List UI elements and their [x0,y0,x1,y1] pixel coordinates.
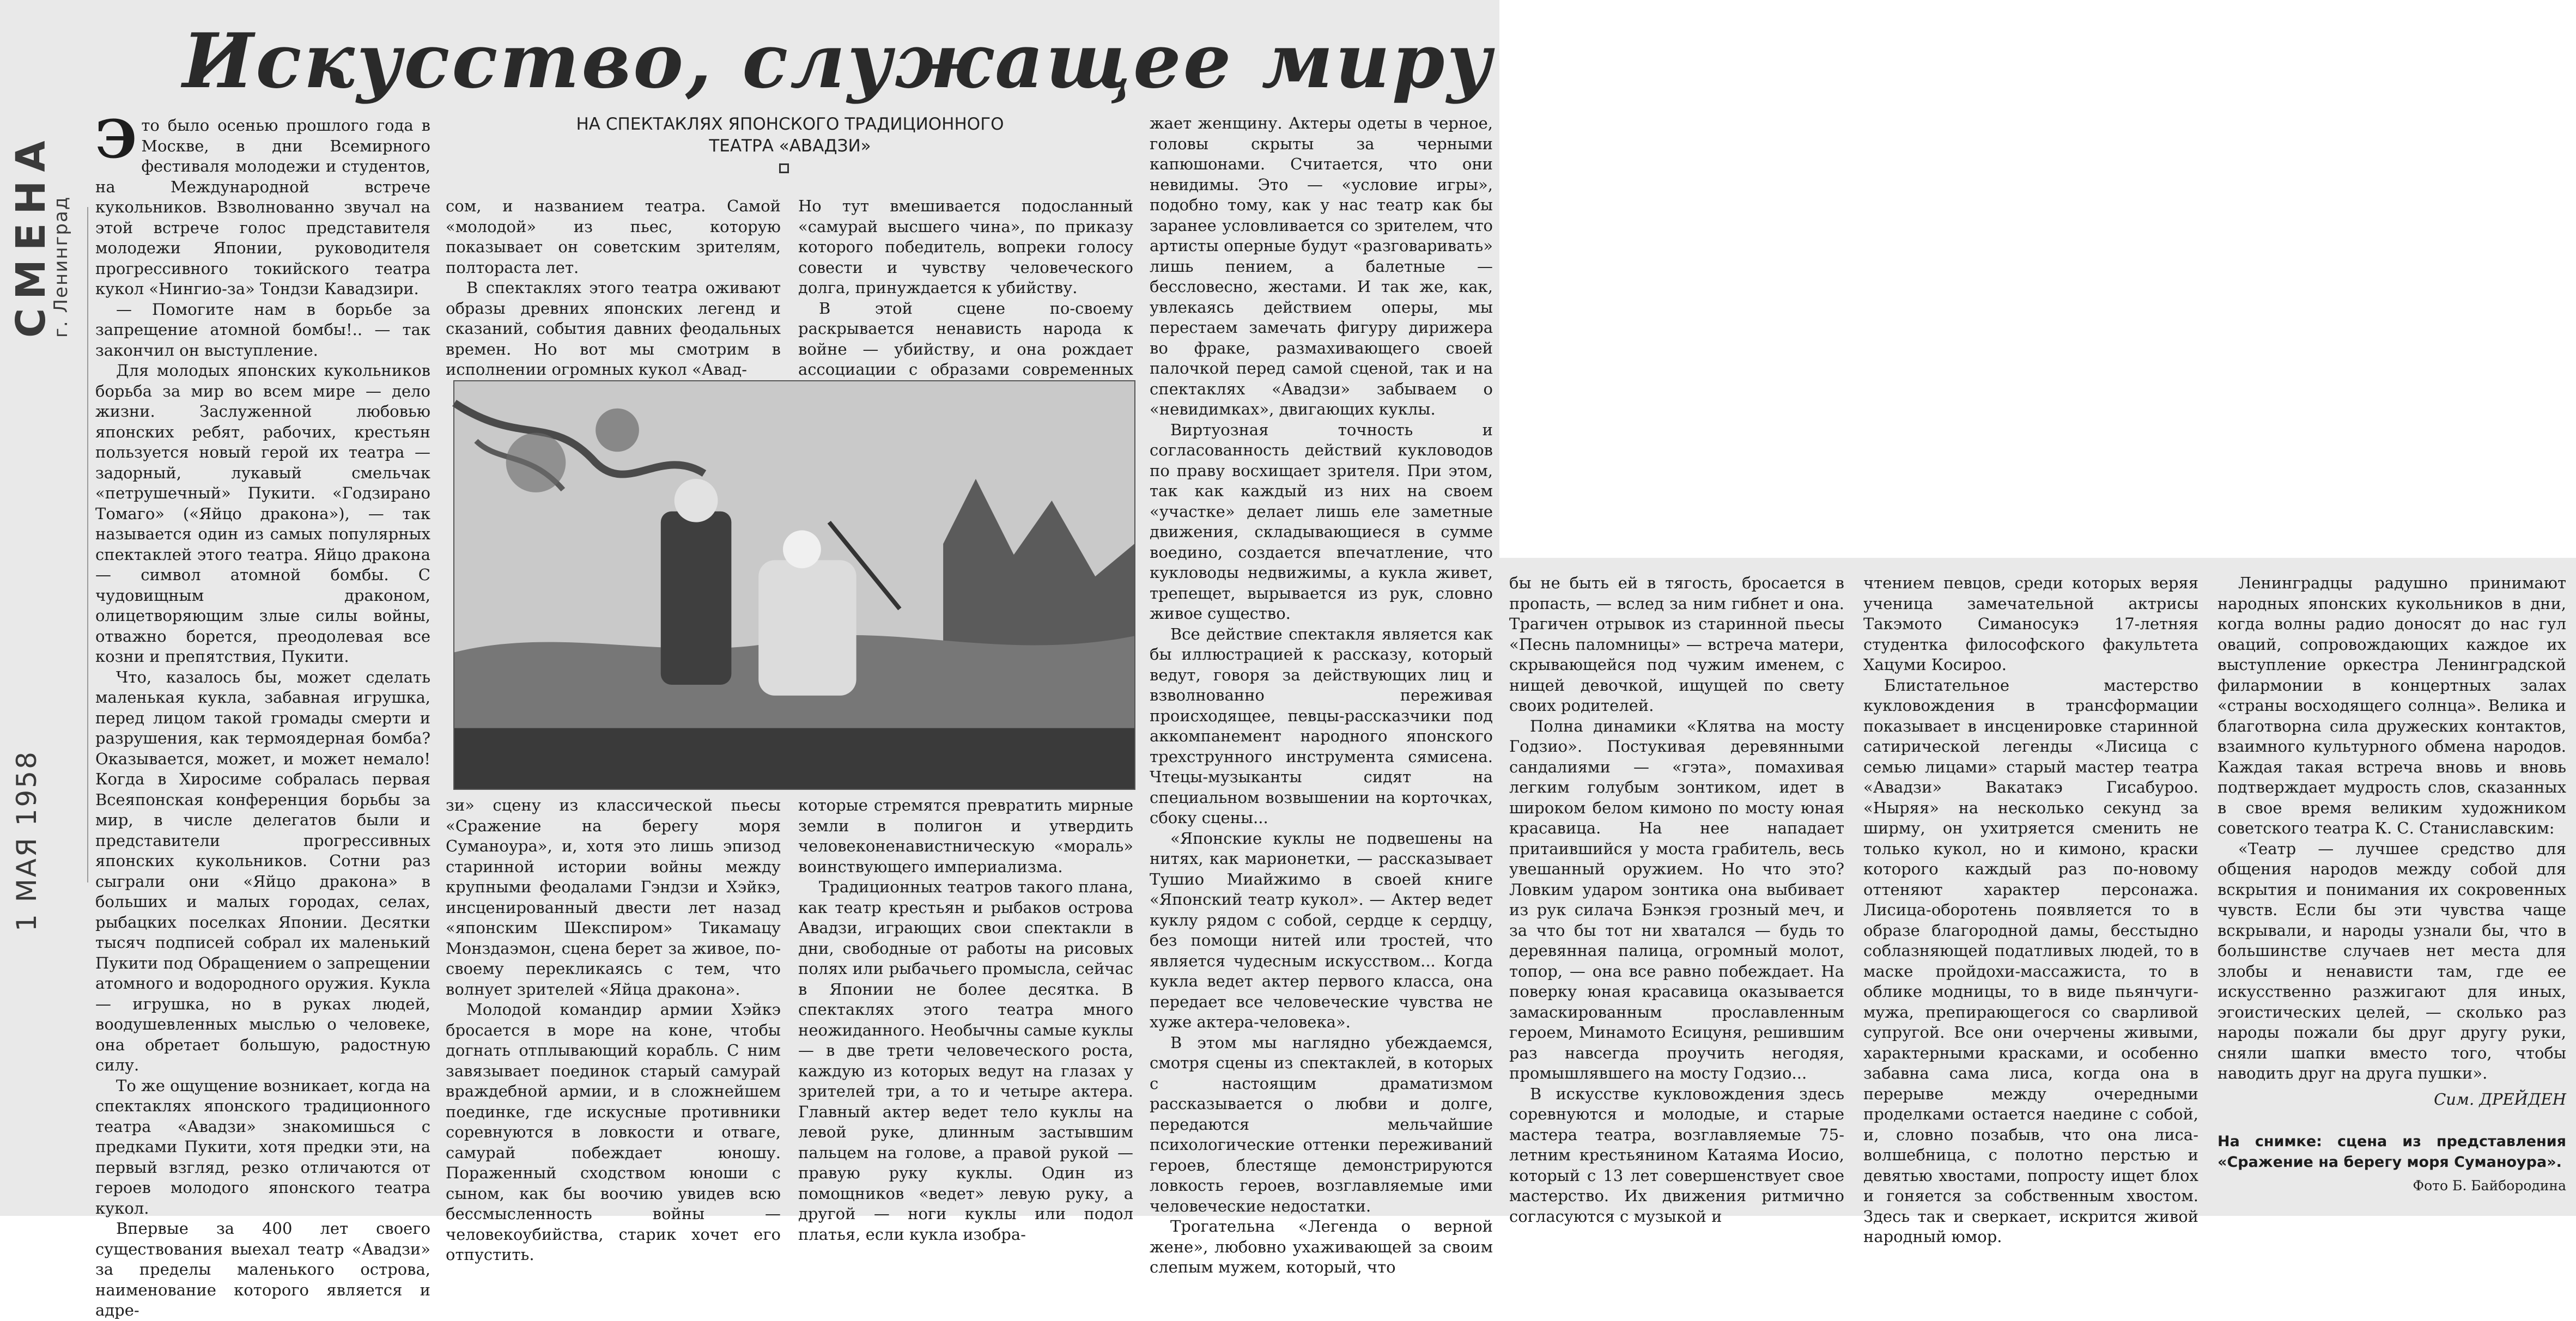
text-column-6 [1863,573,2198,1246]
paragraph: Блистательное мастерство кукловождения в трансформации показывает в инсценировке старинной сатирической легенды «Лисица с семью лицами» старый мастер театра «Авадзи» Вакатакэ Гисабуроо. «Ныряя» на несколько секунд за ширму, он ухитряется сменить не только кукол, но и кимоно, краски которого каждый раз по-новому оттеняют характер персонажа. Лисица-оборотень появляется то в образе благородной дамы, бесстыдно соблазняющей податливых людей, то в маске пройдохи-массажиста, то в облике модницы, то в виде пьянчуги-мужа, препирающегося со сварливой супругой. Все они очерчены живыми, характерными красками, и особенно забавна сама лиса, когда она в перерыве между очередными проделками остается наедине с собой, и, словно позабыв, что она лиса-волшебница, с полотно перстью и девятью хвостами, попросту ищет блох и гоняется за собственным хвостом. Здесь так и сверкает, искрится живой народный юмор. [1863,675,2198,1246]
paragraph: Впервые за 400 лет своего существования выехал театр «Авадзи» за пределы маленького острова, наименование которого является и адре- [95,1219,430,1319]
paragraph: Все действие спектакля является как бы иллюстрацией к рассказу, который ведут, говоря за действующих лиц и взволнованно переживая происходящее, певцы-рассказчики под аккомпанемент народного японского трехструнного инструмента сямисена. Чтецы-музыканты сидят на специальном возвышении на корточках, сбоку сцены... [1150,624,1493,827]
paragraph: зи» сцену из классической пьесы «Сражение на берегу моря Суманоура», и, хотя это лишь эпизод старинной истории войны между крупными феодалами Гэндзи и Хэйкэ, инсценированный двести лет назад «японским Шекспиром» Тикамацу Монздаэмон, сцена берет за живое, по-своему перекликаясь с тем, что волнует зрителей «Яйца дракона». [446,796,781,999]
paragraph: Трогательна «Легенда о верной жене», любовно ухаживающей за своим слепым мужем, который, что [1150,1217,1493,1276]
paragraph: Ленинградцы радушно принимают народных японских кукольников в дни, когда волны радио доносят до нас гул оваций, сопровождающих каждое их выступление оркестра Ленинградской филармонии в концертных залах «страны восходящего солнца». Велика и благотворна сила дружеских контактов, взаимного культурного обмена народов. Каждая такая встреча вновь и вновь подтверждает мудрость слов, сказанных в свое время великим художником советского театра К. С. Станиславским: [2217,574,2566,837]
newspaper-name: СМЕНА [8,132,54,338]
article-headline: Искусство, служащее миру [183,16,1494,105]
paragraph: «Японские куклы не подвешены на нитях, как марионетки, — рассказывает Тушио Миайжимо в своей книге «Японский театр кукол». — Актер ведет куклу рядом с собой, сердце к сердцу, без помощи нитей или тростей, что является чудесным искусством... Когда кукла ведет актер первого класса, она передает все человеческие чувства не хуже актера-человека». [1150,829,1493,1031]
text-column-5 [1509,573,1844,1226]
text-column-2-bottom [446,795,781,1264]
article-photo [453,380,1135,790]
issue-date: 1 МАЯ 1958 [11,750,42,932]
paragraph: Что, казалось бы, может сделать маленькая кукла, забавная игрушка, перед лицом такой громады смерти и разрушения, как термоядерная бомба? Оказывается, может, и может немало! Когда в Хиросиме собралась первая Всеяпонская конференция борьбы за мир, в числе делегатов были и представители прогрессивных японских кукольников. Сотни раз сыграли они «Яйцо дракона» в больших и малых городах, селах, рыбацких поселках Японии. Десятки тысяч подписей собрал их маленький Пукити под Обращением о запрещении атомного и водородного оружия. Кукла — игрушка, но в руках людей, воодушевленных мыслью о человеке, она обретает большую, радостную силу. [95,667,430,1074]
text-column-3-top [798,196,1133,379]
paragraph: В искусстве кукловождения здесь соревнуются и молодые, и старые мастера театра, возглавляемые 75-летним крестьянином Катаяма Иосио, который с 13 лет совершенствует свое мастерство. Их движения ритмично согласуются с музыкой и [1509,1084,1844,1226]
ornament-square [779,163,789,173]
paragraph: То же ощущение возникает, когда на спектаклях японского традиционного театра «Авадзи» знакомишься с предками Пукити, хотя предки эти, на первый взгляд, резко отличаются от героев молодого японского театра кукол. [95,1076,430,1217]
paragraph: Это было осенью прошлого года в Москве, в дни Всемирного фестиваля молодежи и студентов, на Международной встрече кукольников. Взволнованно звучал на этой встрече голос представителя молодежи Японии, руководителя прогрессивного токийского театра кукол «Нингио-за» Тондзи Кавадзири. [95,108,430,298]
paragraph: Виртуозная точность и согласованность действий кукловодов по праву восхищает зрителя. При этом, так как каждый из них на своем «участке» делает лишь еле заметные движения, складывающиеся в сумме воедино, создается впечатление, что кукловоды недвижимы, а кукла живет, трепещет, вырывается из рук, словно живое существо. [1150,420,1493,623]
photo-credit: Фото Б. Байбородина [2413,1178,2566,1194]
photo-caption: На снимке: сцена из представления «Сражение на берегу моря Суманоура». [2217,1133,2566,1171]
text-column-7 [2217,573,2566,1210]
paragraph: жает женщину. Актеры одеты в черное, головы скрыты за черными капюшонами. Считается, что они невидимы. Это — «условие игры», подобно тому, как у нас театр как бы заранее условливается со зрителем, что артисты оперные будут «разговаривать» лишь пением, а балетные — бессловесно, жестами. И так же, как, увлекаясь действием оперы, мы перестаем замечать фигуру дирижера во фраке, размахивающего своей палочкой перед самой сценой, так и на спектаклях «Авадзи» забываем о «невидимках», двигающих куклы. [1150,114,1493,418]
paragraph: бы не быть ей в тягость, бросается в пропасть, — вслед за ним гибнет и она. Трагичен отрывок из старинной пьесы «Песнь паломницы» — встреча матери, скрывающейся под чужим именем, с нищей девочкой, ищущей по свету своих родителей. [1509,574,1844,715]
paragraph: сом, и названием театра. Самой «молодой» из пьес, которую показывает он советским зрителям, полтораста лет. [446,197,781,277]
paragraph: «Театр — лучшее средство для общения народов между собой для вскрытия и понимания их сокровенных чувств. Если бы эти чувства чаще вскрывали, и народы узнали бы, что в большинстве случаев нет места для злобы и ненависти там, где ее искусственно разжигают для иных, эгоистических целей, — сколько раз народы пожали бы друг другу руки, сняли шапки вместо того, чтобы наводить друг на друга пушки». [2217,839,2566,1082]
paragraph: чтением певцов, среди которых веряя ученица замечательной актрисы Такэмото Симаносукэ 17-летняя студентка философского факультета Хацуми Косироо. [1863,574,2198,674]
text-column-1 [95,108,430,1319]
author-signature: Сим. ДРЕЙДЕН [2434,1089,2566,1109]
text-column-3-bottom [798,795,1133,1244]
margin-rule [87,207,88,882]
paragraph: Традиционных театров такого плана, как театр крестьян и рыбаков острова Авадзи, играющих свои спектакли в дни, свободные от работы на рисовых полях или рыбачьего промысла, сейчас в Японии не более десятка. В спектаклях этого театра много неожиданного. Необычны самые куклы — в две трети человеческого роста, каждую из которых ведут на глазах у зрителей три, а то и четыре актера. Главный актер ведет тело куклы на левой руке, длинным застывшим пальцем на голове, а правой рукой — правую руку куклы. Один из помощников «ведет» левую руку, а другой — ноги куклы или подол платья, если кукла изобра- [798,878,1133,1244]
paragraph: — Помогите нам в борьбе за запрещение атомной бомбы!.. — так закончил он выступление. [95,300,430,360]
paragraph: В этом мы наглядно убеждаемся, смотря сцены из спектаклей, в которых с настоящим драматизмом рассказывается о любви и долге, передаются мельчайшие психологические оттенки переживаний героев, блестяще демонстрируются ловкость героев, возглавляемые ими человеческие недостатки. [1150,1033,1493,1215]
paragraph: Для молодых японских кукольников борьба за мир во всем мире — дело жизни. Заслуженной любовью японских ребят, рабочих, крестьян пользуется новый герой их театра — задорный, лукавый смельчак «петрушечный» Пукити. «Годзирано Томаго» («Яйцо дракона»), — так называется один из самых популярных спектаклей этого театра. Яйцо дракона — символ атомной бомбы. С чудовищным драконом, олицетворяющим злые силы войны, отважно борется, преодолевая все козни и препятствия, Пукити. [95,361,430,666]
newspaper-city: г. Ленинград [50,196,72,338]
text-column-2-top [446,196,781,379]
paragraph: которые стремятся превратить мирные земли в полигон и утвердить человеконенавистническую «мораль» воинствующего империализма. [798,796,1133,876]
paragraph: Полна динамики «Клятва на мосту Годзио». Постукивая деревянными сандалиями — «гэта», помахивая легким голубым зонтиком, идет в широком белом кимоно по мосту юная красавица. На нее нападает притаившийся у моста грабитель, весь увешанный оружием. Но что это? Ловким ударом зонтика она выбивает из рук силача Бэнкэя грозный меч, и за что бы тот ни хватался — будь то деревянная палица, огромный молот, топор, — она все равно побеждает. На поверку юная красавица оказывается замаскированным прославленным героем, Минамото Есицуня, решившим раз навсегда проучить негодяя, промышлявшего на мосту Годзио... [1509,716,1844,1082]
text-column-4 [1150,113,1493,1276]
paragraph: Но тут вмешивается подосланный «самурай высшего чина», по приказу которого победитель, вопреки голосу совести и чувству человеческого долга, принуждается к убийству. [798,197,1133,297]
paragraph: Молодой командир армии Хэйкэ бросается в море на коне, чтобы догнать отплывающий корабль. С ним завязывает поединок старый самурай враждебной армии, и в сложнейшем поединке, где искусные противники соревнуются в ловкости и отваге, самурай побеждает юношу. Пораженный сходством юноши с сыном, как бы воочию увидев всю бессмысленность войны — человекоубийства, старик хочет его отпустить. [446,1000,781,1264]
dropcap: Э [95,108,137,170]
paragraph: В этой сцене по-своему раскрывается ненависть народа к войне — убийству, и она рождает ассоциации с образами современных [798,299,1133,379]
article-subheadline: НА СПЕКТАКЛЯХ ЯПОНСКОГО ТРАДИЦИОННОГО ТЕАТРА «АВАДЗИ» [576,114,1004,156]
photo-scene [454,381,1134,789]
paragraph: В спектаклях этого театра оживают образы древних японских легенд и сказаний, события давних феодальных времен. Но вот мы смотрим в исполнении огромных кукол «Авад- [446,278,781,379]
